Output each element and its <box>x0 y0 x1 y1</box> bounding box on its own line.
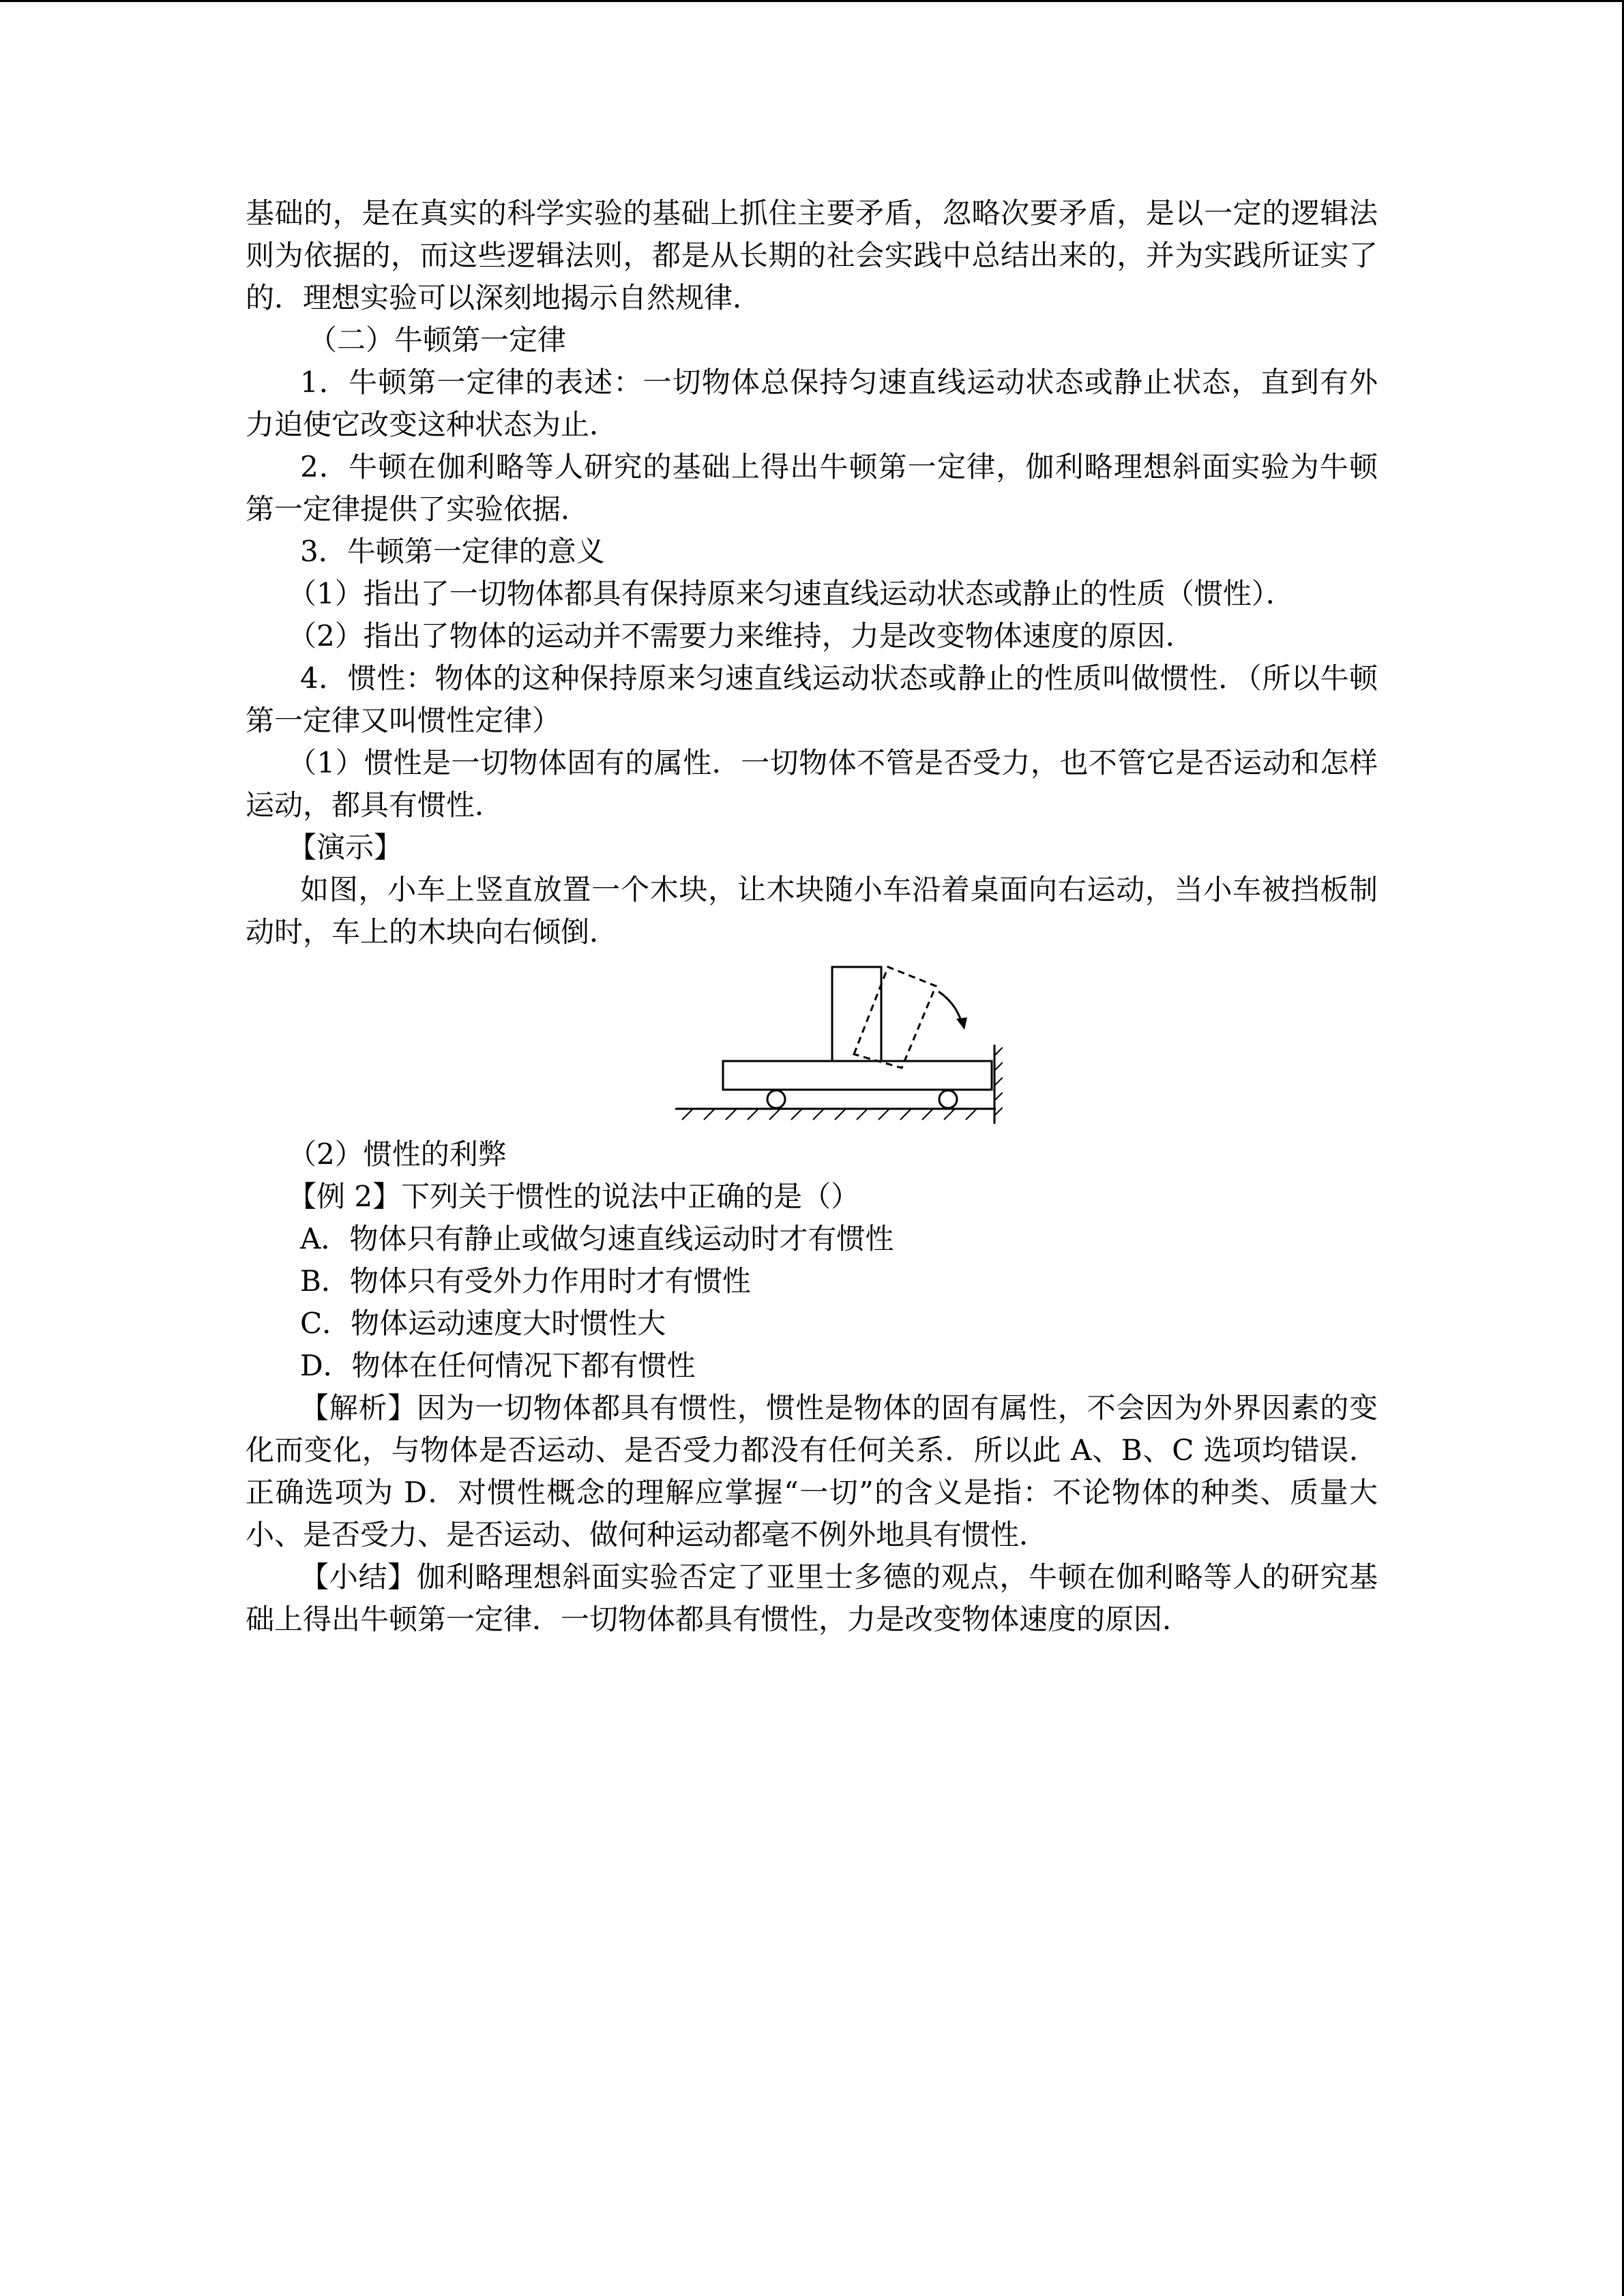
item-3-2: （2）指出了物体的运动并不需要力来维持，力是改变物体速度的原因． <box>288 619 1194 653</box>
cart-wheel-right <box>939 1090 957 1108</box>
cart-wheel-left <box>767 1090 785 1108</box>
item-4-2: （2）惯性的利弊 <box>288 1137 507 1171</box>
example-2-stem: 【例 2】下列关于惯性的说法中正确的是（） <box>288 1180 860 1213</box>
item-1-statement: 1．牛顿第一定律的表述：一切物体总保持匀速直线运动状态或静止状态，直到有外力迫使它改变这种状态为止． <box>246 366 1378 441</box>
option-d: D．物体在任何情况下都有惯性 <box>300 1349 696 1382</box>
tilt-arrow <box>939 992 962 1023</box>
cart-block-figure <box>246 960 1378 1131</box>
document-body <box>246 192 1378 1641</box>
analysis-paragraph: 【解析】因为一切物体都具有惯性，惯性是物体的固有属性，不会因为外界因素的变化而变化，与物体是否运动、是否受力都没有任何关系．所以此 A、B、C 选项均错误．正确选项为 D．对惯性概念的理解应掌握“一切”的含义是指：不论物体的种类、质量大小、是否受力、是否运动、做何种运动都毫不例外地具有惯性． <box>246 1391 1378 1551</box>
demo-text: 如图，小车上竖直放置一个木块，让木块随小车沿着桌面向右运动，当小车被挡板制动时，车上的木块向右倾倒． <box>246 873 1378 949</box>
item-2-basis: 2．牛顿在伽利略等人研究的基础上得出牛顿第一定律，伽利略理想斜面实验为牛顿第一定律提供了实验依据． <box>246 450 1378 526</box>
arrow-head <box>956 1017 967 1030</box>
option-a: A．物体只有静止或做匀速直线运动时才有惯性 <box>300 1222 894 1255</box>
item-3-meaning: 3．牛顿第一定律的意义 <box>300 535 605 568</box>
paragraph-ideal-experiment: 基础的，是在真实的科学实验的基础上抓住主要矛盾，忽略次要矛盾，是以一定的逻辑法则为依据的，而这些逻辑法则，都是从长期的社会实践中总结出来的，并为实践所证实了的．理想实验可以深刻地揭示自然规律． <box>246 196 1378 314</box>
cart-body <box>723 1061 992 1090</box>
section-heading-newton-first-law: （二）牛顿第一定律 <box>308 323 567 357</box>
ground-hatching <box>682 1109 977 1120</box>
option-c: C．物体运动速度大时惯性大 <box>300 1307 666 1340</box>
item-3-1: （1）指出了一切物体都具有保持原来匀速直线运动状态或静止的性质（惯性）． <box>288 577 1295 610</box>
option-b: B．物体只有受外力作用时才有惯性 <box>300 1264 751 1298</box>
item-4-inertia: 4．惯性：物体的这种保持原来匀速直线运动状态或静止的性质叫做惯性．（所以牛顿第一定律又叫惯性定律） <box>246 661 1378 737</box>
cart-block-diagram <box>675 960 1003 1131</box>
demo-heading: 【演示】 <box>288 831 403 864</box>
item-4-1: （1）惯性是一切物体固有的属性．一切物体不管是否受力，也不管它是否运动和怎样运动，都具有惯性． <box>246 746 1378 822</box>
tilted-block-dashed <box>854 967 936 1068</box>
upright-block <box>832 967 881 1061</box>
summary-paragraph: 【小结】伽利略理想斜面实验否定了亚里士多德的观点，牛顿在伽利略等人的研究基础上得出牛顿第一定律．一切物体都具有惯性，力是改变物体速度的原因． <box>246 1560 1378 1636</box>
stop-plate-hatching <box>994 1047 1003 1116</box>
